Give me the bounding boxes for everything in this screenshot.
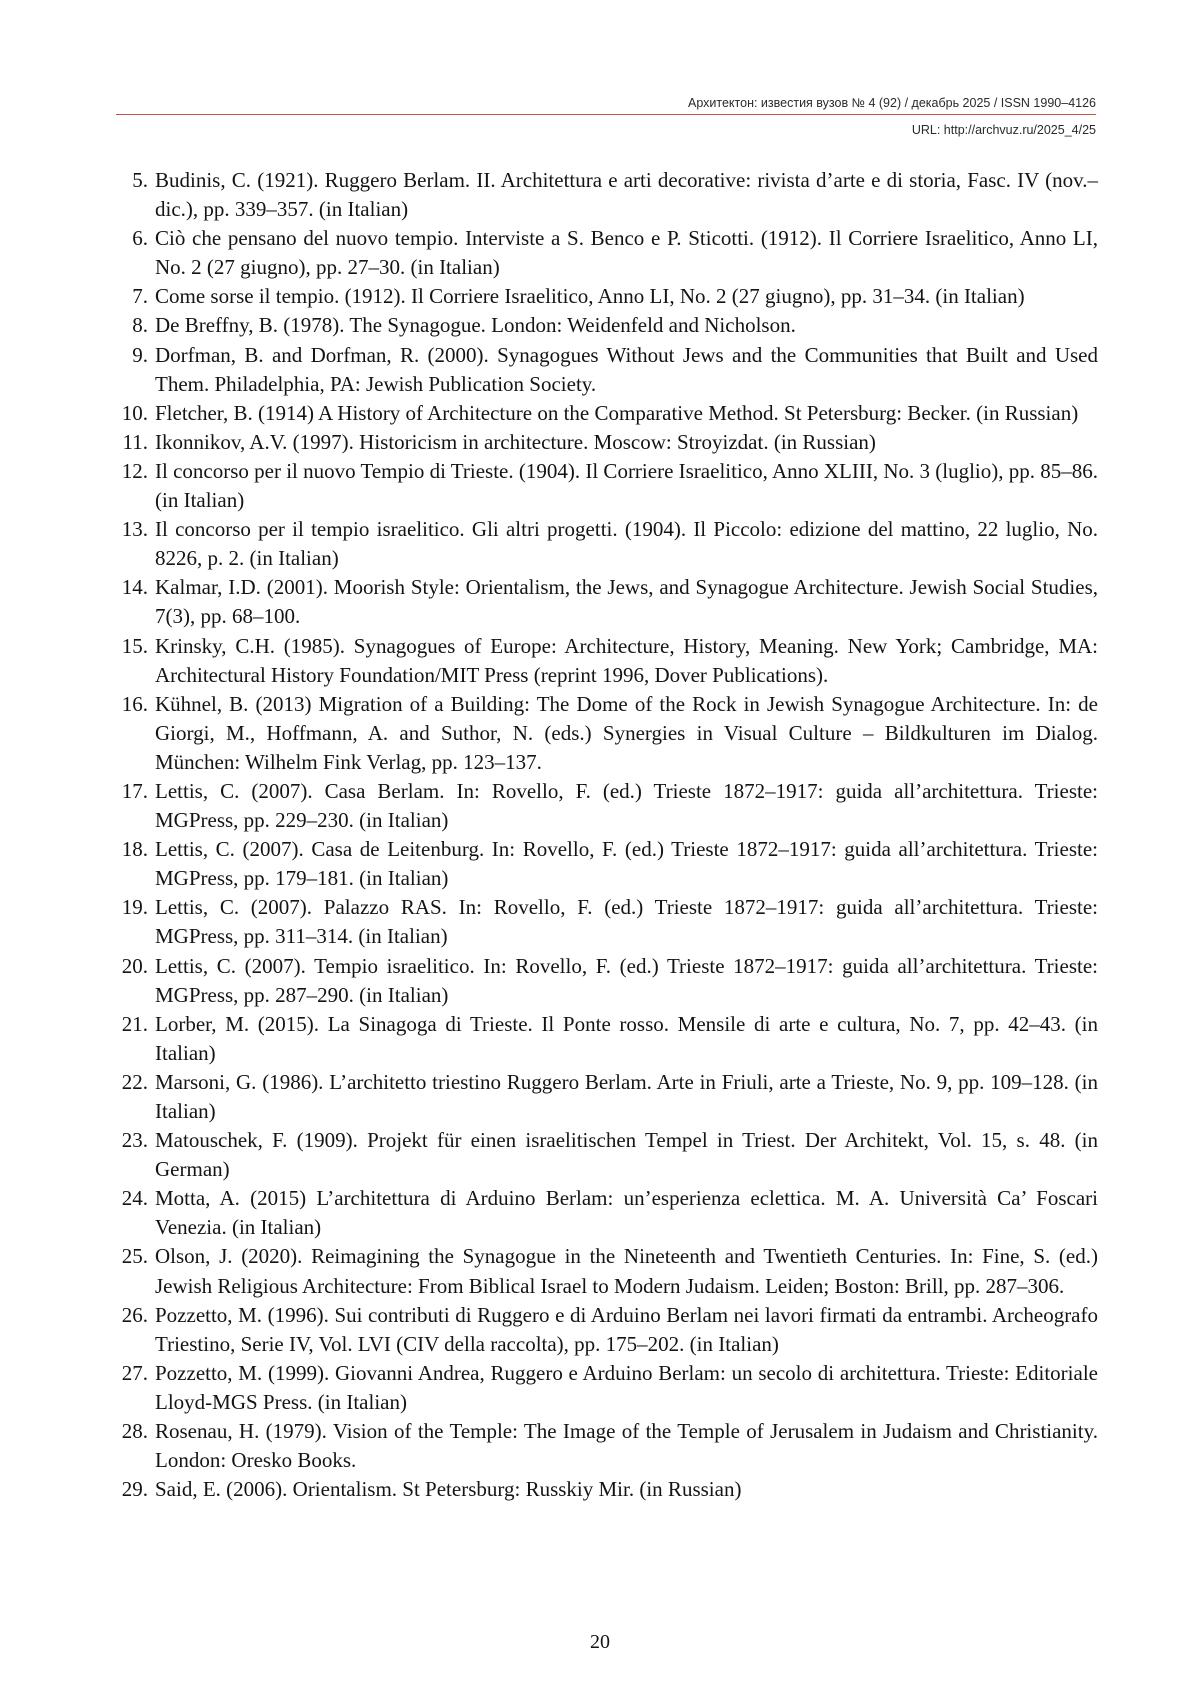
reference-item [114,632,1098,690]
reference-item [114,1417,1098,1475]
reference-text: Pozzetto, M. (1996). Sui contributi di Ruggero e di Arduino Berlam nei lavori firmati da entrambi. Archeografo Triestino, Serie IV, Vol. LVI (CIV della raccolta), pp. 175–202. (in Italian) [155,1302,1098,1356]
reference-list [114,166,1098,1504]
reference-number: 13. [121,517,148,542]
reference-number: 22. [121,1069,148,1094]
reference-item [114,952,1098,1010]
reference-item [114,311,1098,340]
reference-item [114,224,1098,282]
reference-text: Il concorso per il tempio israelitico. Gli altri progetti. (1904). Il Piccolo: edizione del mattino, 22 luglio, No. 8226, p. 2. (in Italian) [155,517,1098,571]
reference-item [114,282,1098,311]
reference-item [114,573,1098,631]
reference-item [114,1301,1098,1359]
reference-text: Matouschek, F. (1909). Projekt für einen israelitischen Tempel in Triest. Der Architekt, Vol. 15, s. 48. (in German) [155,1128,1098,1182]
reference-number: 7. [132,284,148,309]
reference-item [114,690,1098,777]
reference-number: 20. [121,953,148,978]
reference-number: 18. [121,837,148,862]
reference-number: 24. [121,1186,148,1211]
reference-text: Ikonnikov, A.V. (1997). Historicism in architecture. Moscow: Stroyizdat. (in Russian) [155,429,876,454]
reference-item [114,166,1098,224]
reference-text: Kühnel, B. (2013) Migration of a Building: The Dome of the Rock in Jewish Synagogue Architecture. In: de Giorgi, M., Hoffmann, A. and Suthor, N. (eds.) Synergies in Visual Culture – Bildkulturen im Dialog. München: Wilhelm Fink Verlag, pp. 123–137. [155,691,1098,774]
reference-number: 19. [121,895,148,920]
reference-item [114,1475,1098,1504]
reference-number: 15. [121,633,148,658]
reference-item [114,777,1098,835]
reference-item [114,341,1098,399]
reference-item [114,428,1098,457]
header-rule [116,114,1096,115]
reference-text: Motta, A. (2015) L’architettura di Arduino Berlam: un’esperienza eclettica. M. A. Università Ca’ Foscari Venezia. (in Italian) [155,1186,1098,1240]
reference-number: 28. [121,1419,148,1444]
reference-item [114,399,1098,428]
reference-item [114,457,1098,515]
reference-number: 25. [121,1244,148,1269]
reference-text: Il concorso per il nuovo Tempio di Trieste. (1904). Il Corriere Israelitico, Anno XLIII, No. 3 (luglio), pp. 85–86. (in Italian) [155,458,1098,513]
reference-number: 27. [121,1360,148,1385]
reference-text: Come sorse il tempio. (1912). Il Corriere Israelitico, Anno LI, No. 2 (27 giugno), pp. 31–34. (in Italian) [155,284,1025,309]
journal-citation: Архитектон: известия вузов № 4 (92) / декабрь 2025 / ISSN 1990–4126 [688,96,1096,110]
reference-text: Lettis, C. (2007). Casa Berlam. In: Rovello, F. (ed.) Trieste 1872–1917: guida all’architettura. Trieste: MGPress, pp. 229–230. (in Italian) [155,778,1098,833]
reference-text: Lettis, C. (2007). Palazzo RAS. In: Rovello, F. (ed.) Trieste 1872–1917: guida all’architettura. Trieste: MGPress, pp. 311–314. (in Italian) [155,895,1098,949]
reference-number: 8. [132,313,148,338]
reference-text: Krinsky, C.H. (1985). Synagogues of Europe: Architecture, History, Meaning. New York; Cambridge, MA: Architectural History Foundation/MIT Press (reprint 1996, Dover Publications). [155,633,1098,687]
reference-text: De Breffny, B. (1978). The Synagogue. London: Weidenfeld and Nicholson. [155,313,796,338]
reference-item [114,1359,1098,1417]
reference-number: 9. [132,342,148,367]
reference-number: 16. [121,691,148,716]
reference-number: 10. [121,400,148,425]
reference-number: 5. [132,168,148,192]
reference-item [114,835,1098,893]
reference-item [114,1184,1098,1242]
reference-text: Budinis, C. (1921). Ruggero Berlam. II. Architettura e arti decorative: rivista d’arte e di storia, Fasc. IV (nov.–dic.), pp. 339–357. (in Italian) [155,168,1098,222]
reference-text: Olson, J. (2020). Reimagining the Synagogue in the Nineteenth and Twentieth Centuries. In: Fine, S. (ed.) Jewish Religious Architecture: From Biblical Israel to Modern Judaism. Leiden; Boston: Brill, pp. 287–306. [155,1244,1098,1298]
reference-text: Lettis, C. (2007). Tempio israelitico. In: Rovello, F. (ed.) Trieste 1872–1917: guida all’architettura. Trieste: MGPress, pp. 287–290. (in Italian) [155,953,1098,1007]
reference-number: 6. [132,226,148,251]
reference-text: Rosenau, H. (1979). Vision of the Temple: The Image of the Temple of Jerusalem in Judaism and Christianity. London: Oresko Books. [155,1419,1098,1473]
article-url: URL: http://archvuz.ru/2025_4/25 [911,123,1096,137]
reference-number: 23. [121,1128,148,1153]
reference-text: Lettis, C. (2007). Casa de Leitenburg. In: Rovello, F. (ed.) Trieste 1872–1917: guida all’architettura. Trieste: MGPress, pp. 179–181. (in Italian) [155,837,1098,891]
reference-text: Fletcher, B. (1914) A History of Architecture on the Comparative Method. St Petersburg: Becker. (in Russian) [155,400,1079,425]
reference-text: Ciò che pensano del nuovo tempio. Interviste a S. Benco e P. Sticotti. (1912). Il Corriere Israelitico, Anno LI, No. 2 (27 giugno), pp. 27–30. (in Italian) [155,226,1098,280]
reference-number: 17. [121,778,148,803]
reference-number: 14. [121,575,148,600]
reference-text: Lorber, M. (2015). La Sinagoga di Trieste. Il Ponte rosso. Mensile di arte e cultura, No. 7, pp. 42–43. (in Italian) [155,1011,1098,1065]
reference-text: Marsoni, G. (1986). L’architetto triestino Ruggero Berlam. Arte in Friuli, arte a Trieste, No. 9, pp. 109–128. (in Italian) [155,1069,1098,1123]
page-number: 20 [590,1631,610,1653]
reference-text: Dorfman, B. and Dorfman, R. (2000). Synagogues Without Jews and the Communities that Built and Used Them. Philadelphia, PA: Jewish Publication Society. [155,342,1098,396]
reference-text: Kalmar, I.D. (2001). Moorish Style: Orientalism, the Jews, and Synagogue Architecture. Jewish Social Studies, 7(3), pp. 68–100. [155,575,1098,629]
reference-text: Pozzetto, M. (1999). Giovanni Andrea, Ruggero e Arduino Berlam: un secolo di architettura. Trieste: Editoriale Lloyd-MGS Press. (in Italian) [155,1360,1098,1414]
page-header [116,94,1096,139]
reference-item [114,1126,1098,1184]
reference-number: 11. [122,429,148,454]
reference-number: 21. [121,1011,148,1036]
reference-item [114,893,1098,951]
reference-number: 29. [121,1477,148,1502]
reference-number: 26. [121,1302,148,1327]
reference-item [114,1010,1098,1068]
reference-item [114,515,1098,573]
reference-item [114,1242,1098,1300]
reference-text: Said, E. (2006). Orientalism. St Petersburg: Russkiy Mir. (in Russian) [155,1477,742,1502]
reference-item [114,1068,1098,1126]
reference-number: 12. [121,458,148,483]
